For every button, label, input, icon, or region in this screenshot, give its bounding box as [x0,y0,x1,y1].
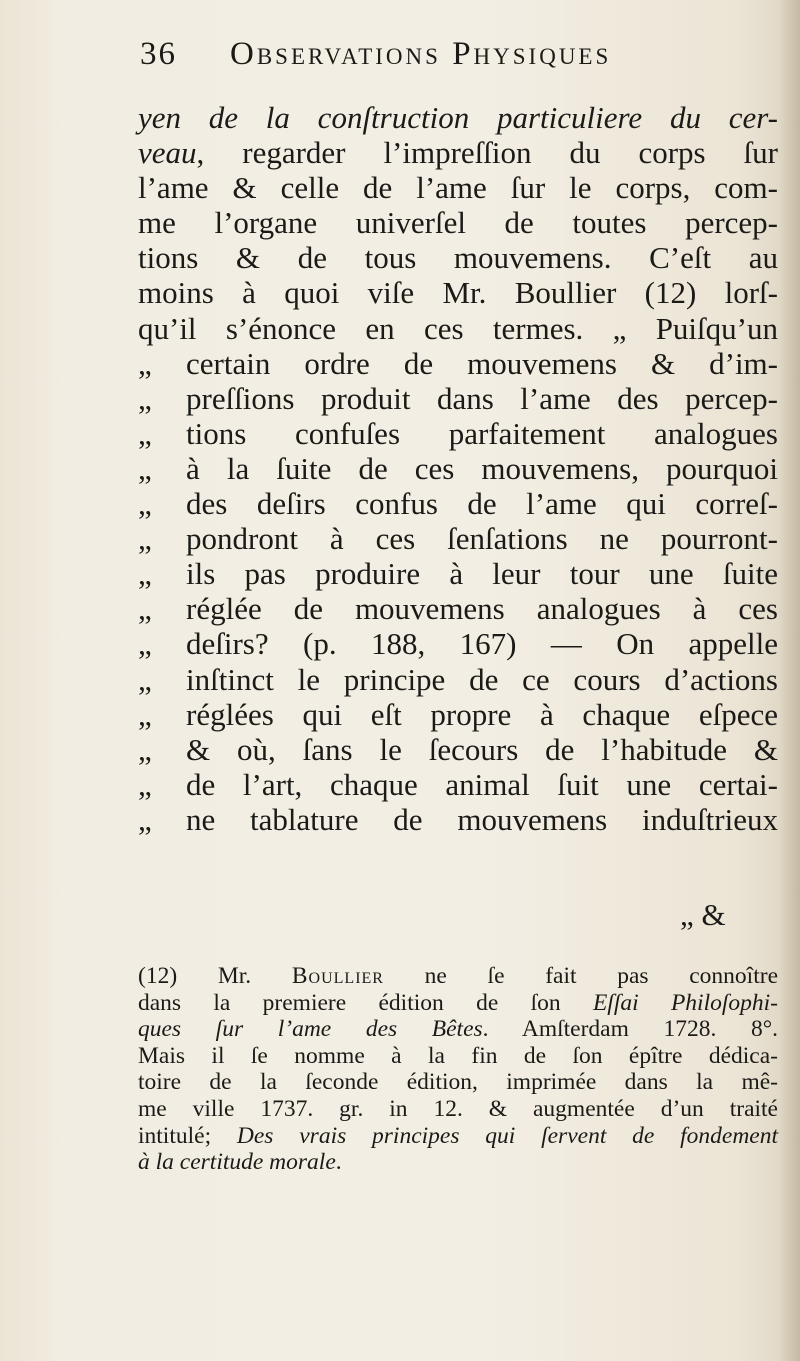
quote-mark: „ [138,591,152,627]
quoted-text: de l’art, chaque animal ſuit une certai- [186,766,778,802]
footnote-text: . [335,1149,342,1176]
catchword: „ & [680,897,726,932]
line-text: l’ame & celle de l’ame ſur le corps, com- [138,170,778,206]
line-text: moins à quoi viſe Mr. Boullier (12) lorſ- [138,275,778,311]
quoted-line [138,381,778,416]
footnote-line [138,1016,778,1043]
footnote-text: . Amſterdam 1728. 8°. [482,1016,778,1043]
footnote-text: intitulé; [138,1122,237,1149]
quoted-text: réglées qui eſt propre à chaque eſpece [186,696,778,732]
footnote-text: dans la premiere édition de ſon [138,989,593,1016]
footnote-line [138,963,778,990]
quoted-line [138,732,778,767]
quoted-text: preſſions produit dans l’ame des percep- [186,380,778,416]
line-text: tions & de tous mouvemens. C’eſt au [138,240,778,276]
quote-mark: „ [138,626,152,662]
footnote-line [138,1069,778,1096]
footnote-text: me ville 1737. gr. in 12. & augmentée d’un traité [138,1095,778,1122]
quoted-text: deſirs? (p. 188, 167) — On appelle [186,626,778,662]
quoted-line [138,451,778,486]
running-head: Observations Physiques [230,36,612,72]
quote-mark: „ [138,486,152,522]
footnote-line [138,1149,778,1176]
quote-mark: „ [138,731,152,767]
quoted-text: & où, ſans le ſecours de l’habitude & [186,731,778,767]
quoted-text: réglée de mouvemens analogues à ces [186,591,778,627]
quote-mark: „ [138,450,152,486]
quote-mark: „ [138,556,152,592]
footnote-line [138,1096,778,1123]
footnote [138,963,778,1176]
quote-mark: „ [138,345,152,381]
footnote-line [138,990,778,1017]
footnote-text: toire de la ſeconde édition, imprimée dans la mê- [138,1069,778,1096]
italic-text: Eſſai Philoſophi- [592,989,778,1016]
footnote-text: Mais il ſe nomme à la fin de ſon épître dédica- [138,1042,778,1069]
text-line [138,240,778,275]
quoted-text: tions confuſes parfaitement analogues [186,415,778,451]
quote-mark: „ [138,521,152,557]
main-text [138,100,778,837]
quoted-line [138,802,778,837]
quoted-line [138,521,778,556]
quote-mark: „ [138,661,152,697]
quoted-text: pondront à ces ſenſations ne pourront- [186,521,778,557]
quote-mark: „ [138,766,152,802]
quoted-text: certain ordre de mouvemens & d’im- [186,345,778,381]
quoted-line [138,486,778,521]
page-number: 36 [140,36,177,72]
quoted-text: inſtinct le principe de ce cours d’actions [186,661,778,697]
quoted-text: ils pas produire à leur tour une ſuite [186,556,778,592]
quoted-text: à la ſuite de ces mouvemens, pourquoi [186,450,778,486]
quoted-line [138,662,778,697]
line-text: me l’organe univerſel de toutes percep- [138,205,778,241]
quoted-text: ne tablature de mouvemens induſtrieux [186,801,778,837]
quoted-line [138,556,778,591]
quoted-line [138,346,778,381]
quote-mark: „ [138,415,152,451]
footnote-line [138,1123,778,1150]
quoted-text: des deſirs confus de l’ame qui correſ- [186,486,778,522]
line-text: qu’il s’énonce en ces termes. „ Puiſqu’un [138,310,778,346]
quoted-line [138,767,778,802]
footnote-text: (12) Mr. [138,963,292,989]
text-line [138,135,778,170]
text-line [138,100,778,135]
text-line [138,205,778,240]
text-line [138,170,778,205]
italic-text: ques ſur l’ame des Bêtes [138,1016,483,1043]
quote-mark: „ [138,801,152,837]
page-header [140,36,780,86]
footnote-text: ne ſe fait pas connoître [383,963,778,989]
text-line [138,311,778,346]
italic-text: Des vrais principes qui ſervent de fondement [236,1122,778,1149]
quoted-line [138,416,778,451]
text-line [138,275,778,310]
italic-text: veau [138,135,197,171]
quoted-line [138,591,778,626]
quoted-line [138,626,778,661]
italic-text: yen de la conſtruction particuliere du cer- [138,100,778,135]
author-name: Boullier [291,963,384,989]
quoted-line [138,697,778,732]
line-text: , regarder l’impreſſion du corps ſur [196,135,778,171]
quote-mark: „ [138,380,152,416]
quote-mark: „ [138,696,152,732]
page-edge-shadow [778,0,800,1361]
footnote-line [138,1043,778,1070]
italic-text: à la certitude morale [138,1149,336,1176]
